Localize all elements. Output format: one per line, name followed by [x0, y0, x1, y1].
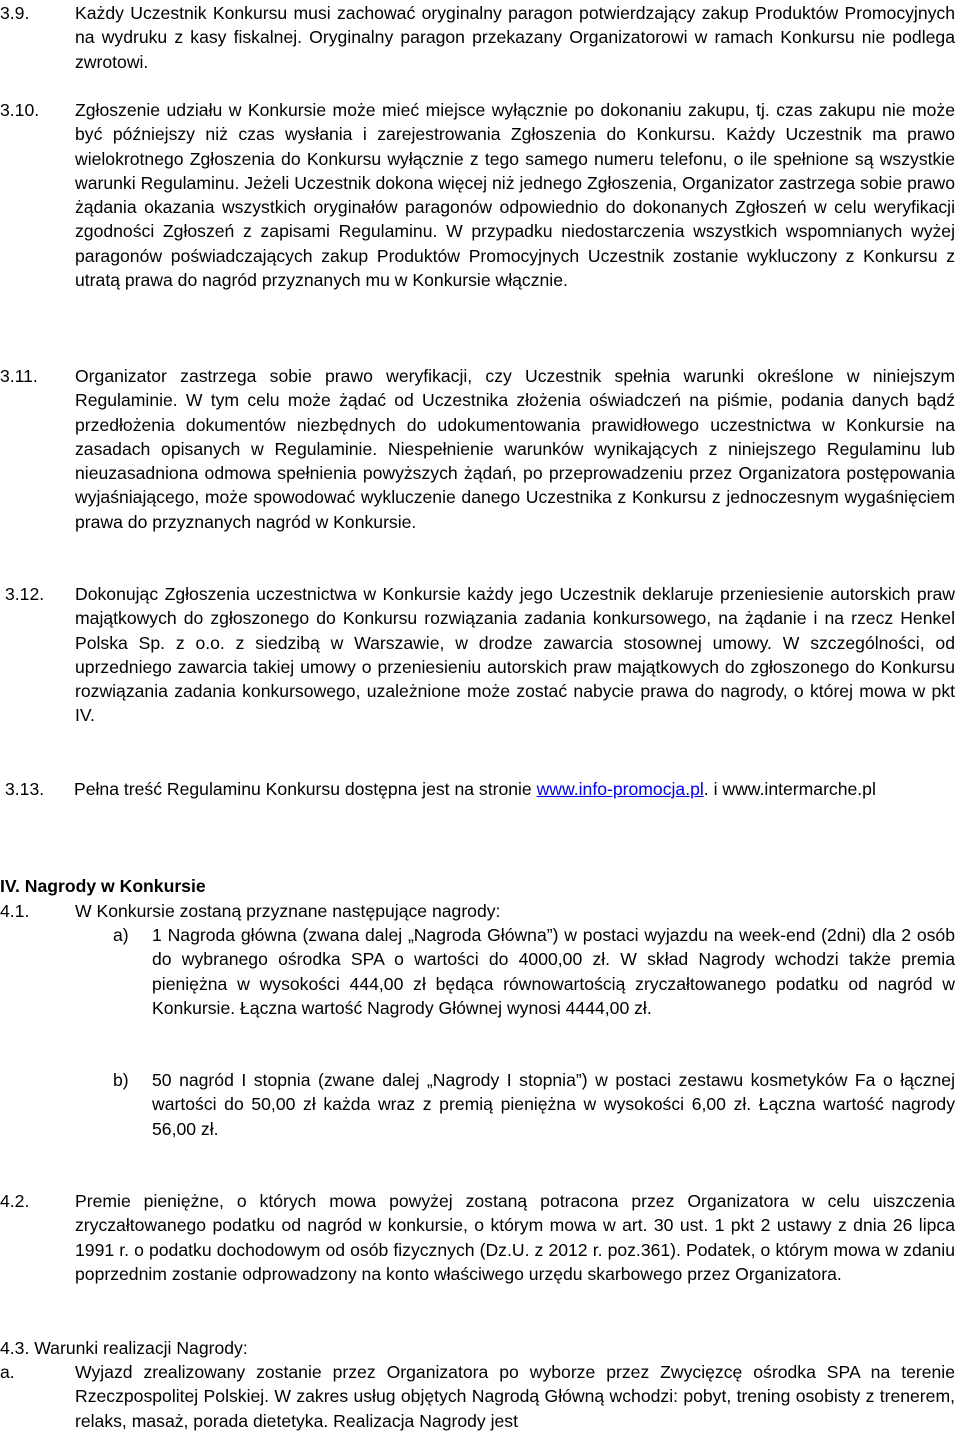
- item-text: 50 nagród I stopnia (zwane dalej „Nagrody I stopnia”) w postaci zestawu kosmetyków Fa o łącznej wartości do 50,00 zł każda wraz z premią pieniężna w wysokości 6,00 zł. Łączna wartość nagrody 56,00 zł.: [152, 1070, 955, 1139]
- section-number: 3.12.: [5, 584, 45, 604]
- text-before-link: Pełna treść Regulaminu Konkursu dostępna jest na stronie: [74, 779, 537, 799]
- section-text: W Konkursie zostaną przyznane następujące nagrody:: [75, 901, 501, 921]
- section-number: 4.1.: [0, 901, 30, 921]
- section-number: 3.11.: [0, 366, 38, 386]
- item-label: b): [113, 1070, 129, 1090]
- item-text: 1 Nagroda główna (zwana dalej „Nagroda Główna”) w postaci wyjazdu na week-end (2dni) dla 2 osób do wybranego ośrodka SPA o wartości do 4000,00 zł. W skład Nagrody wchodzi także premia pieniężna w wysokości 444,00 zł będąca równowartością zryczałtowanego podatku od nagród w Konkursie. Łączna wartość Nagrody Głównej wynosi 4444,00 zł.: [152, 925, 955, 1018]
- section-text: Premie pieniężne, o których mowa powyżej zostaną potracona przez Organizatora w celu uiszczenia zryczałtowanego podatku od nagród w konkursie, o którym mowa w art. 30 ust. 1 pkt 2 ustawy z dnia 26 lipca 1991 r. o podatku dochodowym od osób fizycznych (Dz.U. z 2012 r. poz.361). Podatek, o którym mowa w zdaniu poprzednim zostanie odprowadzony na konto właściwego urzędu skarbowego przez Organizatora.: [75, 1191, 955, 1284]
- section-number: 3.13.: [5, 779, 45, 799]
- section-text: Każdy Uczestnik Konkursu musi zachować oryginalny paragon potwierdzający zakup Produktów Promocyjnych na wydruku z kasy fiskalnej. Oryginalny paragon przekazany Organizatorowi w ramach Konkursu nie podlega zwrotowi.: [75, 3, 955, 72]
- section-text: Organizator zastrzega sobie prawo weryfikacji, czy Uczestnik spełnia warunki określone w niniejszym Regulaminie. W tym celu może żądać od Uczestnika złożenia oświadczeń na piśmie, podania danych bądź przedłożenia dokumentów niezbędnych do udokumentowania prawidłowego uczestnictwa w Konkursie na zasadach opisanych w Regulaminie. Niespełnienie warunków wynikających z niniejszego Regulaminu lub nieuzasadniona odmowa spełnienia powyższych żądań, po przeprowadzeniu przez Organizatora postępowania wyjaśniającego, może spowodować wykluczenie danego Uczestnika z Konkursu z jednoczesnym wygaśnięciem prawa do przyznanych nagród w Konkursie.: [75, 366, 955, 532]
- item-label: a.: [0, 1362, 15, 1382]
- section-text: [74, 777, 955, 801]
- section-text: Zgłoszenie udziału w Konkursie może mieć miejsce wyłącznie po dokonaniu zakupu, tj. czas zakupu nie może być późniejszy niż czas wysłania i zarejestrowania Zgłoszenia do Konkursu. Każdy Uczestnik ma prawo wielokrotnego Zgłoszenia do Konkursu wyłącznie z tego samego numeru telefonu, o ile spełnione są wszystkie warunki Regulaminu. Jeżeli Uczestnik dokona więcej niż jednego Zgłoszenia, Organizator zastrzega sobie prawo żądania okazania wszystkich oryginałów paragonów odpowiednio do dokonanych Zgłoszeń w celu weryfikacji zgodności Zgłoszeń z zapisami Regulaminu. W przypadku niedostarczenia wszystkich wspomnianych wyżej paragonów poświadczających zakup Produktów Promocyjnych Uczestnik zostanie wykluczony z Konkursu z utratą prawa do nagród przyznanych mu w Konkursie włącznie.: [75, 100, 955, 291]
- chapter-heading: IV. Nagrody w Konkursie: [0, 876, 206, 896]
- section-number: 4.2.: [0, 1191, 30, 1211]
- section-4-3-heading: 4.3. Warunki realizacji Nagrody:: [0, 1338, 248, 1358]
- section-text: Dokonując Zgłoszenia uczestnictwa w Konkursie każdy jego Uczestnik deklaruje przeniesienie autorskich praw majątkowych do zgłoszonego do Konkursu rozwiązania zadania konkursowego, na żądanie i na rzecz Henkel Polska Sp. z o.o. z siedzibą w Warszawie, w drodze zawarcia stosownej umowy. W szczególności, od uprzedniego zawarcia takiej umowy o przeniesieniu autorskich praw majątkowych do zgłoszonego do Konkursu rozwiązania zadania konkursowego, uzależnione może zostać nabycie prawa do nagrody, o której mowa w pkt IV.: [75, 584, 955, 726]
- text-after-link: . i www.intermarche.pl: [703, 779, 876, 799]
- section-number: 3.10.: [0, 100, 40, 120]
- item-label: a): [113, 925, 129, 945]
- info-promocja-link[interactable]: www.info-promocja.pl: [536, 779, 704, 799]
- section-number: 3.9.: [0, 3, 30, 23]
- item-text: Wyjazd zrealizowany zostanie przez Organizatora po wyborze przez Zwycięzcę ośrodka SPA na terenie Rzeczpospolitej Polskiej. W zakres usług objętych Nagrodą Główną wchodzi: pobyt, trening osobisty z trenerem, relaks, masaż, porada dietetyka. Realizacja Nagrody jest: [75, 1362, 955, 1431]
